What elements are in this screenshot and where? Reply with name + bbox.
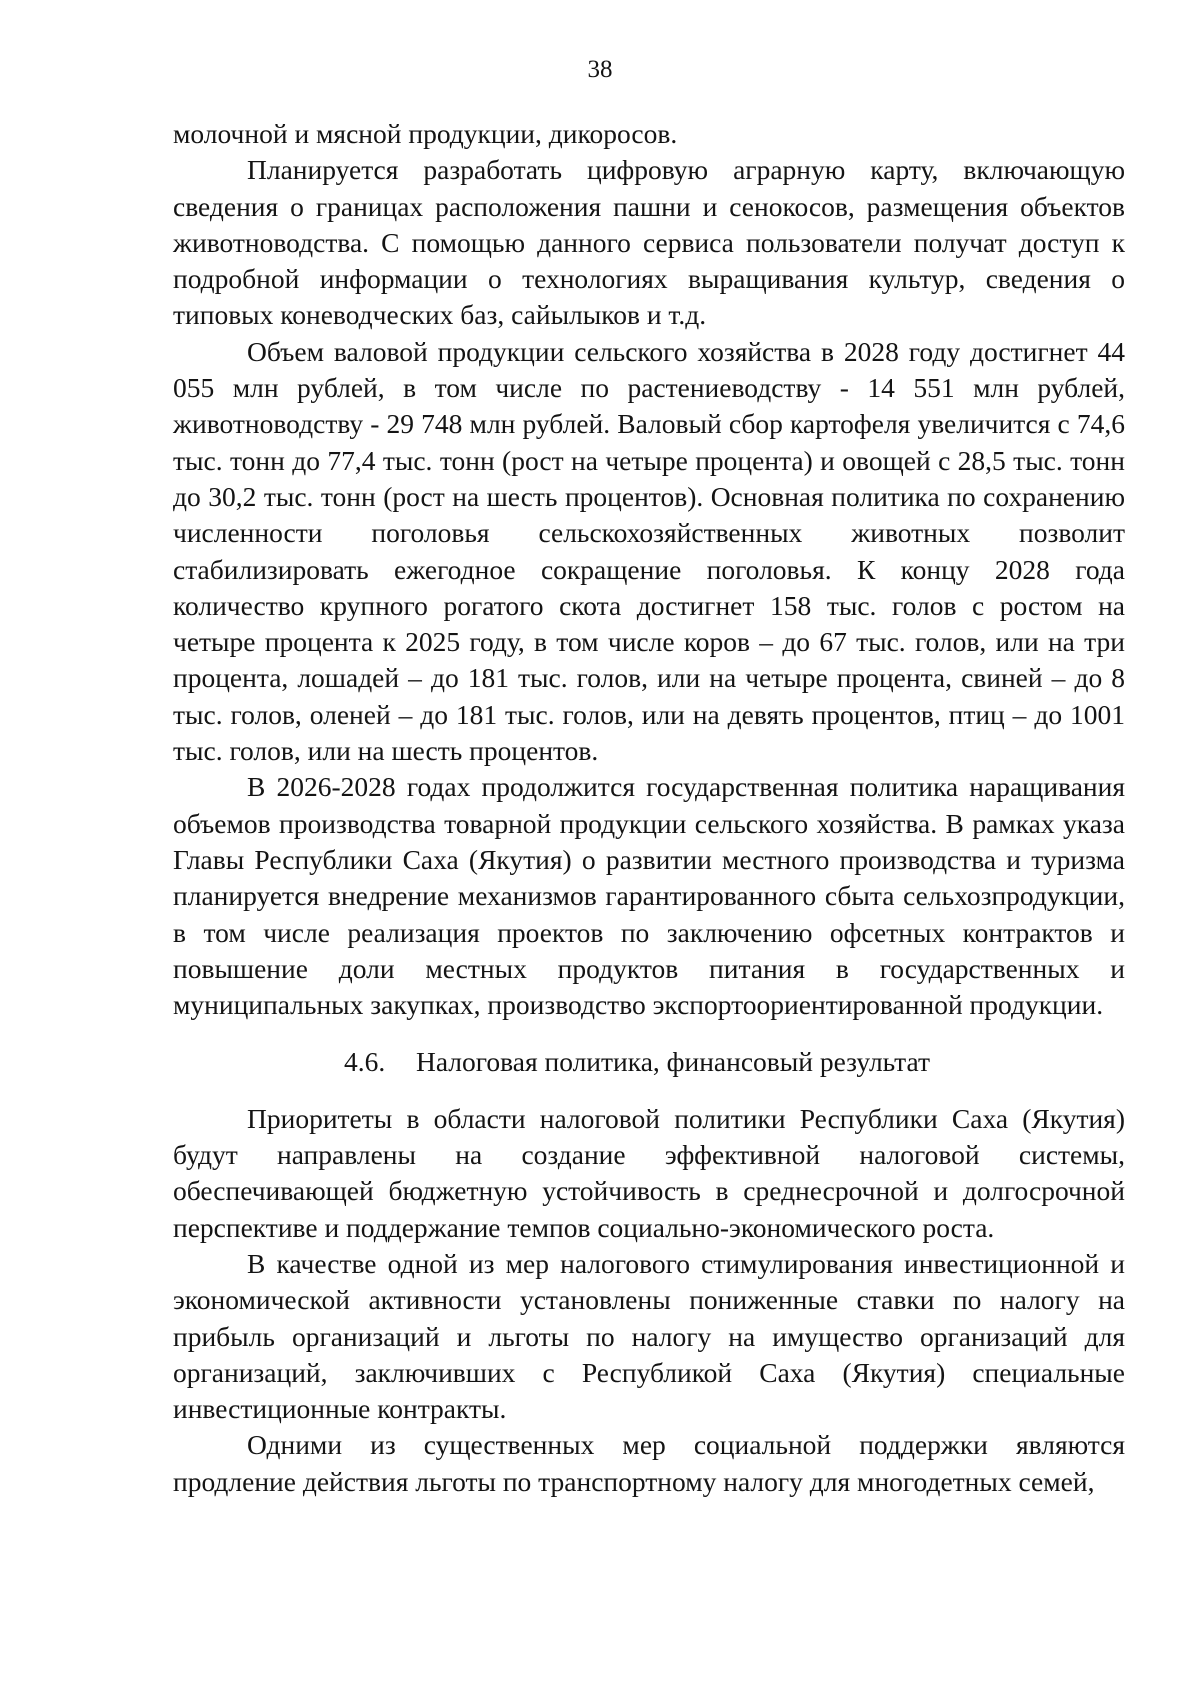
section-number: 4.6.	[344, 1046, 386, 1078]
section-heading	[173, 1044, 1125, 1080]
page-number: 38	[587, 56, 613, 83]
document-body	[173, 116, 1125, 1500]
paragraph-agricultural-output: Объем валовой продукции сельского хозяйства в 2028 году достигнет 44 055 млн рублей, в том числе по растениеводству - 14 551 млн рублей, животноводству - 29 748 млн рублей. Валовый сбор картофеля увеличится с 74,6 тыс. тонн до 77,4 тыс. тонн (рост на четыре процента) и овощей с 28,5 тыс. тонн до 30,2 тыс. тонн (рост на шесть процентов). Основная политика по сохранению численности поголовья сельскохозяйственных животных позволит стабилизировать ежегодное сокращение поголовья. К концу 2028 года количество крупного рогатого скота достигнет 158 тыс. голов с ростом на четыре процента к 2025 году, в том числе коров – до 67 тыс. голов, или на три процента, лошадей – до 181 тыс. голов, или на четыре процента, свиней – до 8 тыс. голов, оленей – до 181 тыс. голов, или на девять процентов, птиц – до 1001 тыс. голов, или на шесть процентов.	[173, 335, 1125, 767]
paragraph-digital-map: Планируется разработать цифровую аграрную карту, включающую сведения о границах расположения пашни и сенокосов, размещения объектов животноводства. С помощью данного сервиса пользователи получат доступ к подробной информации о технологиях выращивания культур, сведения о типовых коневодческих баз, сайылыков и т.д.	[173, 154, 1125, 331]
paragraph-social-support: Одними из существенных мер социальной поддержки являются продление действия льготы по транспортному налогу для многодетных семей,	[173, 1429, 1125, 1497]
paragraph-state-policy: В 2026-2028 годах продолжится государственная политика наращивания объемов производства товарной продукции сельского хозяйства. В рамках указа Главы Республики Саха (Якутия) о развитии местного производства и туризма планируется внедрение механизмов гарантированного сбыта сельхозпродукции, в том числе реализация проектов по заключению офсетных контрактов и повышение доли местных продуктов питания в государственных и муниципальных закупках, производство экспортоориентированной продукции.	[173, 771, 1125, 1021]
paragraph-continuation: молочной и мясной продукции, дикоросов.	[173, 118, 678, 149]
paragraph-tax-priorities: Приоритеты в области налоговой политики Республики Саха (Якутия) будут направлены на создание эффективной налоговой системы, обеспечивающей бюджетную устойчивость в среднесрочной и долгосрочной перспективе и поддержание темпов социально-экономического роста.	[173, 1102, 1125, 1243]
section-title: Налоговая политика, финансовый результат	[416, 1046, 931, 1078]
paragraph-tax-incentives: В качестве одной из мер налогового стимулирования инвестиционной и экономической активности установлены пониженные ставки по налогу на прибыль организаций и льготы по налогу на имущество организаций для организаций, заключивших с Республикой Саха (Якутия) специальные инвестиционные контракты.	[173, 1247, 1125, 1425]
